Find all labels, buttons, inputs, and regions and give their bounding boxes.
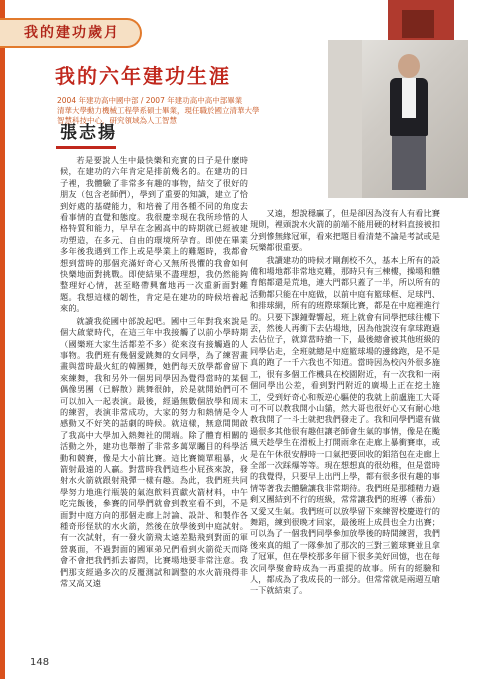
body-paragraph: 若是要說人生中最快樂和充實的日子是什麼時候，在建功的六年肯定是排前幾名的。在建功的日子裡，我體驗了非常多有趣的事物，結交了很好的朋友（包含老師們），學到了重要的知識，建立了恰到好處的基礎能力，和培養了用各種不同的角度去看事情的直覺和態度。我很慶幸現在我所珍惜的人格特質和能力，早早在念國高中的時期就已經被建功塑造，在多元、自由的環境所孕育。即使在畢業多年後我遇到工作上或是學業上的難題時，我都會想到當時的那個充滿好奇心又無所畏懼的我會如何快樂地面對挑戰。即使結果不盡理想，我仍然能夠整理好心情，甚至略帶興奮地再一次重新面對難題。我想這樣的韌性，肯定是在建功的時候培養起來的。 <box>60 155 248 314</box>
body-paragraph: 又遠，想說穩贏了，但是卻因為沒有人有看比賽規則，裡頭說水火箭的前端不能用硬的材料直接被扣分到慘無緣冠軍，看來把題目看清楚不論是考試或是玩樂都很重要。 <box>250 208 440 253</box>
body-paragraph: 我讀建功的時候才剛創校不久，基本上所有的設備和場地都非常地克難，那時只有三棟樓，操場和體育館都還是荒地，連大門都只蓋了一半，所以所有的活動都只能在中庭做，以前中庭有籃球框、足球門、和排球網，所有的班際球類比賽，都是在中庭裡進行的。只要下課鐘聲響起，班上就會有同學把球往樓下丟，然後人再衝下去佔場地，因為他說沒有拿球跑過去佔位子，就算當時搶一下，最後總會被其他班級的同學佔走，全班就總是中庭籃球場的邊緣跑，是不是真的跑了一千六我也不知道。當時因為校內外很多施工，很有多個工作機具在校園附近，有一次我和一兩個同學出公差，看到對門附近的廣場上正在挖土施工，受到好奇心和叛逆心驅使的我就上前盧施工大哥可不可以教我開小山貓，然大哥也很好心又有耐心地教我開了一斗土就把我們發走了。我和同學們還有做過很多其他很有趣但讓老師會生氣的事情，像是在颱風天趁學生在滑板上打開雨傘在走廊上暴衝賽車，或是在午休很安靜時一口氣把要回收的鋁箔包在走廊上全部一次踩爆等等。現在想想真的很幼稚，但是當時的我覺得，只要早上出門上學，都有很多很有趣的事情等著我去體驗讓我非常期待。我們班是那種精力過剩又團結到不行的班級，常常讓我們的班導（番茄）又愛又生氣。我們班可以放學留下來練習校慶遊行的舞蹈，練到很晚才回家，最後班上成員也全力出賽；可以為了一個我們同學參加放學後的時間練習，我們後來真的組了一隊參加了那次的三對三籃球賽並且拿了冠軍，但在學校那多年留下很多美好回憶，也在每次同學聚會時成為一再重提的故事。所有的經驗和人，都成為了我成長的一部分。但常常就是兩週互嗆一下就結束了。 <box>250 254 440 596</box>
body-paragraph: 就讀我從國中部說起吧。國中三年對我來說是個大啟蒙時代，在這三年中我接觸了以前小學時期（國樂班大家生活都差不多）從來沒有接觸過的人事物。我們班有幾個愛跳舞的女同學，為了練習畫畫與當時最火紅的韓團舞，她們每天放學都會留下來練舞，我和另外一個男同學因為覺得當時的某個偶像男團（已解散）跳舞很帥，於是就開始們可不可以加入一起表演。最後，經過無數個放學和周末的練習，表演非常成功，大家的努力和熱情是令人感動又不好笑的話劇的時候。就這樣，無意間開啟了我高中大學加入熱舞社的開端。除了體育相關的活動之外，建功也舉辦了非常多萬眾矚目的科學活動和競賽，像是大小前比賽。這比賽簡單粗暴，火箭射最遠的人贏。對當時我們這些小屁孩來說，發射水火箭就跟射飛彈一樣有趣。為此，我們班共同學努力地進行瓶裝的氣泡飲料貢獻火箭材料，中午吃完飯後，參賽的同學們就會到教室看不到，不是面對中庭方向的那個走廊上討論、設計、和製作各種奇形怪狀的水火箭，然後在放學後到中庭試射。有一次試射，有一發火箭飛太遠差點飛到對面的軍營裏面，不過對面的國軍弟兄們看到火箭從天而降會不會把我們抓去審問，比賽場地要非常注意。我們那支經過多次的反覆測試和調整的水火箭飛得非常又高又遠 <box>60 315 248 589</box>
author-name: 張志揚 <box>60 123 117 143</box>
meta-line: 清華大學動力機械工程學系碩士畢業，現任職於國立清華大學 <box>57 106 260 115</box>
photo-figure-legs <box>392 136 426 190</box>
meta-line: 2004 年建功高中國中部 / 2007 年建功高中高中部畢業 <box>57 96 243 105</box>
page-number: 148 <box>30 657 50 668</box>
photo-figure-shirt <box>402 78 416 118</box>
decorative-cube-icon <box>402 10 434 38</box>
author-underline <box>56 146 116 149</box>
photo-figure-head <box>398 54 420 78</box>
author-photo <box>328 40 468 198</box>
photo-background-pillar <box>328 40 362 198</box>
section-tab: 我的建功歲月 <box>0 18 142 48</box>
left-accent-bar <box>0 0 5 679</box>
text-column-left <box>60 155 248 590</box>
text-column-right <box>250 208 440 598</box>
meta-line: 智慧科技中心，研究領域為人工智慧 <box>57 116 177 125</box>
article-title: 我的六年建功生涯 <box>55 64 231 88</box>
